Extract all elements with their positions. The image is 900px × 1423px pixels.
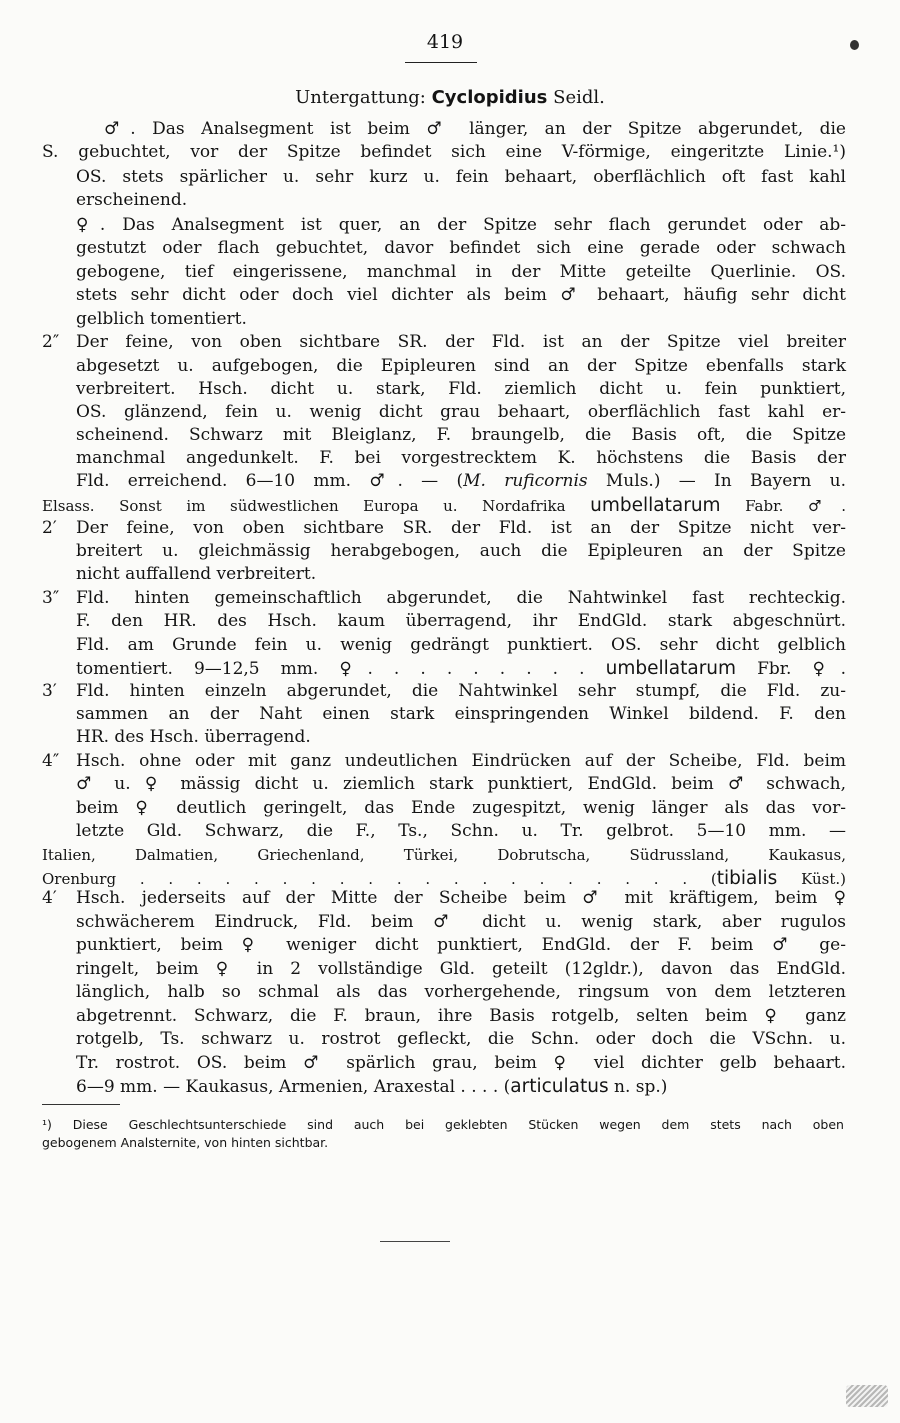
text-segment: nicht auffallend verbreitert. xyxy=(76,564,317,584)
text-line xyxy=(76,517,846,540)
text-segment: Hsch. jederseits auf der Mitte der Scheibe beim ♂ mit kräftigem, beim ♀ xyxy=(76,888,846,908)
text-line xyxy=(42,494,846,518)
text-line xyxy=(76,470,846,493)
text-segment: länglich, halb so schmal als das vorhergehende, ringsum von dem letzteren xyxy=(76,982,846,1002)
text-segment: Fld. hinten gemeinschaftlich abgerundet, die Nahtwinkel fast rechteckig. xyxy=(76,588,846,608)
text-line xyxy=(76,911,846,934)
text-line xyxy=(76,887,846,910)
end-rule xyxy=(380,1241,450,1242)
text-segment: 6—9 mm. — Kaukasus, Armenien, Araxestal . . . . ( xyxy=(76,1077,511,1097)
page-number: 419 xyxy=(426,31,464,53)
text-line xyxy=(76,726,311,749)
text-line xyxy=(104,118,846,141)
text-segment: gelblich tomentiert. xyxy=(76,309,247,329)
text-segment: Fabr. ♂. xyxy=(720,497,846,515)
text-line xyxy=(76,214,846,237)
text-segment: abgetrennt. Schwarz, die F. braun, ihre Basis rotgelb, selten beim ♀ ganz xyxy=(76,1006,846,1026)
couplet-marker: 3′ xyxy=(42,681,57,701)
text-line xyxy=(76,703,846,726)
subgenus-prefix: Untergattung: xyxy=(295,87,426,108)
text-segment: abgesetzt u. aufgebogen, die Epipleuren sind an der Spitze ebenfalls stark xyxy=(76,356,846,376)
text-line xyxy=(76,189,187,212)
text-segment: manchmal angedunkelt. F. bei vorgestrecktem K. höchstens die Basis der xyxy=(76,448,846,468)
text-segment: Orenburg . . . . . . . . . . . . . . . . . . . . ( xyxy=(42,870,717,888)
text-line xyxy=(42,844,846,867)
text-segment: F. den HR. des Hsch. kaum überragend, ihr EndGld. stark abgeschnürt. xyxy=(76,611,846,631)
text-segment: Fbr. ♀. xyxy=(736,659,847,679)
text-line xyxy=(76,1052,846,1075)
text-line xyxy=(76,1028,846,1051)
text-line xyxy=(76,308,247,331)
ink-speck xyxy=(850,40,859,50)
text-segment: rotgelb, Ts. schwarz u. rostrot gefleckt, die Schn. oder doch die VSchn. u. xyxy=(76,1029,846,1049)
text-line xyxy=(76,447,846,470)
text-segment: breitert u. gleichmässig herabgebogen, auch die Epipleuren an der Spitze xyxy=(76,541,846,561)
couplet-marker: 2′ xyxy=(42,518,57,538)
text-segment: Der feine, von oben sichtbare SR. der Fld. ist an der Spitze nicht ver- xyxy=(76,518,846,538)
text-segment: verbreitert. Hsch. dicht u. stark, Fld. ziemlich dicht u. fein punktiert, xyxy=(76,379,846,399)
text-segment: schwächerem Eindruck, Fld. beim ♂ dicht u. wenig stark, aber rugulos xyxy=(76,912,846,932)
text-line xyxy=(76,680,846,703)
text-segment: ♂. Das Analsegment ist beim ♂ länger, an der Spitze abgerundet, die xyxy=(104,119,846,139)
footnote-line: gebogenem Analsternite, von hinten sichtbar. xyxy=(42,1135,329,1150)
species-name: tibialis xyxy=(716,868,778,889)
text-segment: Der feine, von oben sichtbare SR. der Fld. ist an der Spitze viel breiter xyxy=(76,332,846,352)
text-line xyxy=(76,540,846,563)
text-line xyxy=(76,261,846,284)
text-segment: erscheinend. xyxy=(76,190,188,210)
species-name: umbellatarum xyxy=(605,658,737,679)
text-line xyxy=(76,773,846,796)
text-segment: Tr. rostrot. OS. beim ♂ spärlich grau, beim ♀ viel dichter gelb behaart. xyxy=(76,1053,846,1073)
text-segment: n. sp.) xyxy=(608,1077,668,1097)
text-segment: HR. des Hsch. überragend. xyxy=(76,727,311,747)
text-line xyxy=(76,355,846,378)
text-segment: stets sehr dicht oder doch viel dichter als beim ♂ behaart, häufig sehr dicht xyxy=(76,285,846,305)
text-line xyxy=(76,1075,667,1099)
text-line xyxy=(76,378,846,401)
species-name: articulatus xyxy=(510,1076,609,1097)
text-line xyxy=(42,141,846,164)
text-segment: ringelt, beim ♀ in 2 vollständige Gld. geteilt (12gldr.), davon das EndGld. xyxy=(76,959,846,979)
text-line xyxy=(76,750,846,773)
text-segment: gestutzt oder flach gebuchtet, davor befindet sich eine gerade oder schwach xyxy=(76,238,846,258)
text-segment: Fld. am Grunde fein u. wenig gedrängt punktiert. OS. sehr dicht gelblich xyxy=(76,635,846,655)
text-segment: beim ♀ deutlich geringelt, das Ende zugespitzt, wenig länger als das vor- xyxy=(76,798,846,818)
text-segment: OS. stets spärlicher u. sehr kurz u. fein behaart, oberflächlich oft fast kahl xyxy=(76,167,846,187)
couplet-marker: 3″ xyxy=(42,588,60,608)
text-segment: letzte Gld. Schwarz, die F., Ts., Schn. u. Tr. gelbrot. 5—10 mm. — xyxy=(76,821,846,841)
text-line xyxy=(76,1005,846,1028)
text-segment: S. gebuchtet, vor der Spitze befindet sich eine V-förmige, eingeritzte Linie.¹) xyxy=(42,142,846,162)
text-line xyxy=(76,610,846,633)
text-line xyxy=(76,587,846,610)
text-line xyxy=(76,401,846,424)
text-segment: Küst.) xyxy=(777,870,846,888)
text-line xyxy=(76,331,846,354)
text-segment: Italien, Dalmatien, Griechenland, Türkei, Dobrutscha, Südrussland, Kaukasus, xyxy=(42,846,846,864)
subgenus-heading xyxy=(0,86,900,110)
text-segment: scheinend. Schwarz mit Bleiglanz, F. braungelb, die Basis oft, die Spitze xyxy=(76,425,846,445)
text-segment: Elsass. Sonst im südwestlichen Europa u. Nordafrika xyxy=(42,497,591,515)
couplet-marker: 4′ xyxy=(42,888,57,908)
text-segment: punktiert, beim ♀ weniger dicht punktiert, EndGld. der F. beim ♂ ge- xyxy=(76,935,846,955)
text-segment: Fld. erreichend. 6—10 mm. ♂. — ( xyxy=(76,471,464,491)
text-segment: tomentiert. 9—12,5 mm. ♀. . . . . . . . . xyxy=(76,659,606,679)
text-line xyxy=(76,237,846,260)
text-segment: sammen an der Naht einen stark einspringenden Winkel bildend. F. den xyxy=(76,704,846,724)
text-segment: OS. glänzend, fein u. wenig dicht grau behaart, oberflächlich fast kahl er- xyxy=(76,402,846,422)
text-line xyxy=(76,934,846,957)
text-line xyxy=(76,657,846,681)
library-stamp xyxy=(846,1385,888,1407)
text-line xyxy=(76,634,846,657)
subgenus-author: Seidl. xyxy=(553,87,605,108)
text-line xyxy=(76,958,846,981)
couplet-marker: 2″ xyxy=(42,332,60,352)
text-line xyxy=(76,563,316,586)
footnote-rule xyxy=(42,1104,120,1105)
subgenus-name: Cyclopidius xyxy=(431,87,548,108)
text-segment: Muls.) — In Bayern u. xyxy=(587,471,846,491)
text-line xyxy=(76,166,846,189)
text-segment: Fld. hinten einzeln abgerundet, die Nahtwinkel sehr stumpf, die Fld. zu- xyxy=(76,681,846,701)
text-segment: ♀. Das Analsegment ist quer, an der Spitze sehr flach gerundet oder ab- xyxy=(76,215,846,235)
text-segment: gebogene, tief eingerissene, manchmal in der Mitte geteilte Querlinie. OS. xyxy=(76,262,846,282)
page-number-rule xyxy=(405,62,477,63)
text-line xyxy=(76,424,846,447)
text-line xyxy=(76,284,846,307)
text-line xyxy=(76,981,846,1004)
footnote-line: ¹) Diese Geschlechtsunterschiede sind auch bei geklebten Stücken wegen dem stets nach oben xyxy=(42,1117,844,1132)
synonym-name: M. ruficornis xyxy=(463,471,588,491)
text-segment: Hsch. ohne oder mit ganz undeutlichen Eindrücken auf der Scheibe, Fld. beim xyxy=(76,751,846,771)
text-line xyxy=(76,797,846,820)
text-segment: ♂ u. ♀ mässig dicht u. ziemlich stark punktiert, EndGld. beim ♂ schwach, xyxy=(76,774,846,794)
text-line xyxy=(76,820,846,843)
couplet-marker: 4″ xyxy=(42,751,60,771)
species-name: umbellatarum xyxy=(590,495,721,516)
